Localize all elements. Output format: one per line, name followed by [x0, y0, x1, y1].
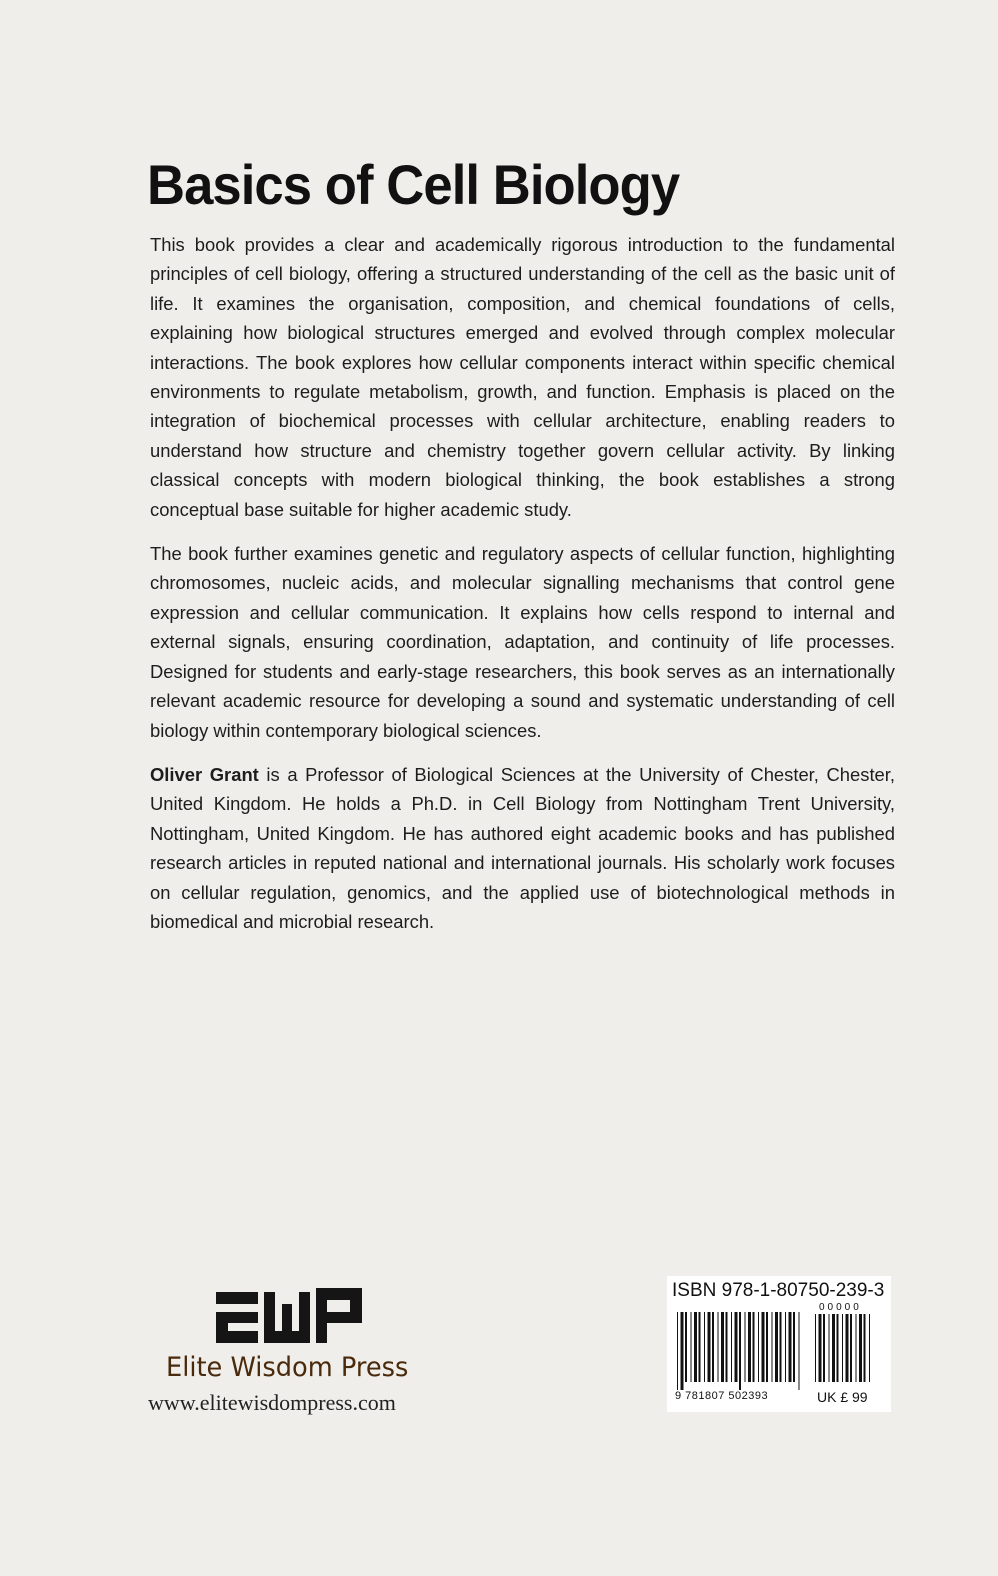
barcode-digits: 9 781807 502393 [675, 1390, 769, 1402]
publisher-name: Elite Wisdom Press [166, 1352, 409, 1383]
isbn-barcode-block [667, 1276, 891, 1412]
publisher-url: www.elitewisdompress.com [148, 1390, 396, 1415]
author-bio-paragraph [150, 760, 895, 936]
author-name: Oliver Grant [150, 763, 259, 785]
barcode-addon-digits: 00000 [819, 1302, 862, 1313]
publisher-logo-icon [216, 1288, 362, 1344]
price-label: UK £ 99 [817, 1389, 868, 1405]
description-paragraph-1: This book provides a clear and academically rigorous introduction to the fundamental principles of cell biology, offering a structured understanding of the cell as the basic unit of life. It examines the organisation, composition, and chemical foundations of cells, explaining how biological structures emerged and evolved through complex molecular interactions. The book explores how cellular components interact within specific chemical environments to regulate metabolism, growth, and function. Emphasis is placed on the integration of biochemical processes with cellular architecture, enabling readers to understand how structure and chemistry together govern cellular activity. By linking classical concepts with modern biological thinking, the book establishes a strong conceptual base suitable for higher academic study. [150, 234, 895, 520]
book-title: Basics of Cell Biology [147, 153, 680, 216]
price-addon-barcode [815, 1314, 873, 1382]
author-bio: is a Professor of Biological Sciences at the University of Chester, Chester, United Kingdom. He holds a Ph.D. in Cell Biology from Nottingham Trent University, Nottingham, United Kingdom. He has authored eight academic books and has published research articles in reputed national and international journals. His scholarly work focuses on cellular regulation, genomics, and the applied use of biotechnological methods in biomedical and microbial research. [150, 763, 896, 932]
publisher-logo-block [148, 1288, 438, 1415]
isbn-barcode [677, 1312, 801, 1390]
isbn-text: ISBN 978-1-80750-239-3 [672, 1280, 885, 1301]
back-cover-blurb [150, 230, 895, 951]
description-paragraph-2: The book further examines genetic and regulatory aspects of cellular function, highlighting chromosomes, nucleic acids, and molecular signalling mechanisms that control gene expression and cellular communication. It explains how cells respond to internal and external signals, ensuring coordination, adaptation, and continuity of life processes. Designed for students and early-stage researchers, this book serves as an internationally relevant academic resource for developing a sound and systematic understanding of cell biology within contemporary biological sciences. [150, 543, 895, 741]
